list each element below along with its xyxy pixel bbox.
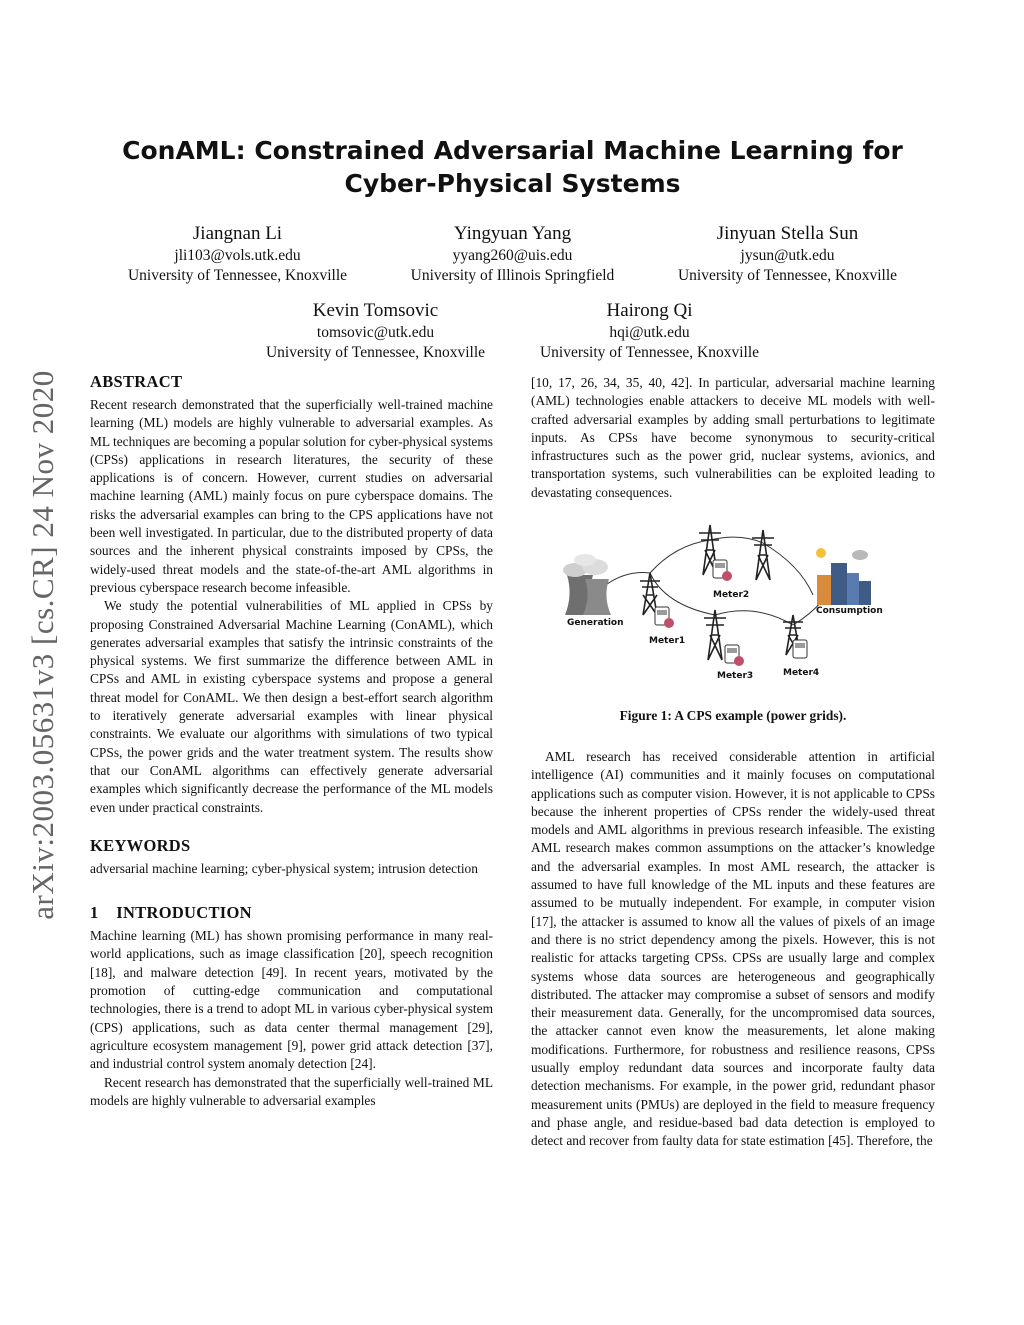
abstract-paragraph: We study the potential vulnerabilities of ML applied in CPSs by proposing Constrained Adversarial Machine Learning (ConAML), which generates adversarial examples that satisfy the intrinsic constraints of the physical systems. We first summarize the difference between AML in CPSs and AML in existing cyberspace systems and propose a general threat model for ConAML. We then design a best-effort search algorithm to iteratively generate adversarial examples with linear physical constraints. We evaluate our algorithms with simulations of two typical CPSs, the power grids and the water treatment system. The results show that our ConAML algorithms can effectively generate adversarial examples which significantly decrease the performance of the ML models even under practical constraints. [90,598,493,815]
meter-icon [655,607,674,628]
author-email: jli103@vols.utk.edu [174,247,301,264]
left-column [90,372,493,1110]
power-line [715,611,793,625]
abstract-heading: ABSTRACT [90,372,183,391]
author-name: Jinyuan Stella Sun [716,223,859,244]
arxiv-identifier: arXiv:2003.05631v3 [cs.CR] 24 Nov 2020 [25,370,60,920]
label-meter3: Meter3 [717,671,754,681]
author-email: jysun@utk.edu [740,247,835,264]
author-name: Kevin Tomsovic [312,300,439,321]
meter-icon [793,640,807,658]
transmission-tower-icon [704,610,726,660]
author-affiliation: University of Tennessee, Knoxville [265,344,486,361]
author-affiliation: University of Tennessee, Knoxville [677,267,898,284]
arxiv-sidebar [18,345,68,945]
paper-title: ConAML: Constrained Adversarial Machine Learning for Cyber-Physical Systems [122,136,903,198]
power-plant-icon [563,554,611,615]
right-column-continued [531,748,935,1151]
author-affiliation: University of Illinois Springfield [410,267,615,284]
introduction-paragraph: Recent research has demonstrated that the superficially well-trained ML models are highly vulnerable to adversarial examples [90,1074,493,1108]
author-affiliation: University of Tennessee, Knoxville [127,267,348,284]
power-line [603,573,650,587]
body-paragraph: AML research has received considerable attention in artificial intelligence (AI) communities and it mainly focuses on computational applications such as computer vision. However, it is not applicable to CPSs because the inherent properties of CPSs render the widely-used threat models and AML algorithms in previous research infeasible. The existing AML research makes common assumptions on the attacker’s knowledge and the adversarial examples. In most AML research, the attacker is assumed to have full knowledge of the ML inputs and these features are assumed to be mutually independent. For example, in computer vision [17], the attacker is assumed to know all the values of pixels of an image and there is no strict dependency among the pixels. However, this is not realistic for attacks targeting CPSs. CPSs are usually large and complex systems whose data sources are heterogeneous and geographically distributed. The attacker may compromise a subset of sensors and modify their measurement data. Generally, for the uncompromised data sources, the attacker cannot even know the measurements, let alone making modifications. Furthermore, for robustness and resilience reasons, CPSs usually employ redundant data sources and incorporate faulty data detection mechanisms. For example, in the power grid, redundant phasor measurement units (PMUs) are deployed in the field to measure frequency and phase angle, and residue-based bad data detection is employed to detect and recover from faulty data for state estimation [45]. Therefore, the [531,749,935,1149]
label-meter4: Meter4 [783,668,820,678]
author-block [248,299,503,363]
introduction-paragraph: Machine learning (ML) has shown promising performance in many real-world applications, such as image classification [20], speech recognition [18], and malware detection [49]. In recent years, motivated by the promotion of cutting-edge communication and computational technologies, there is a trend to adopt ML in various cyber-physical system (CPS) applications, such as data center thermal management [29], agriculture ecosystem management [9], power grid attack detection [37], and industrial control system anomaly detection [24]. [90,928,493,1072]
power-line [763,543,813,595]
figure-caption: Figure 1: A CPS example (power grids). [619,708,847,723]
author-affiliation: University of Tennessee, Knoxville [539,344,760,361]
label-generation: Generation [567,618,624,628]
keywords-heading: KEYWORDS [90,835,191,855]
city-buildings-icon [816,548,871,605]
author-name: Yingyuan Yang [453,223,572,244]
figure-power-grid [555,515,885,690]
author-email: hqi@utk.edu [609,324,690,341]
author-block [390,222,635,286]
label-meter2: Meter2 [713,590,750,600]
power-grid-illustration [555,515,885,690]
author-name: Jiangnan Li [192,223,283,244]
keywords-text: adversarial machine learning; cyber-physical system; intrusion detection [90,860,478,876]
author-email: tomsovic@utk.edu [316,324,435,341]
abstract-paragraph: Recent research demonstrated that the superficially well-trained machine learning (ML) models are highly vulnerable to adversarial examples. As ML techniques are becoming a popular solution for cyber-physical systems (CPSs) applications in research literatures, the security of these applications is of concern. However, current studies on adversarial machine learning (AML) mainly focus on pure cyberspace domains. The risks the adversarial examples can bring to the CPS applications have not been well investigated. In particular, due to the distributed property of data sources and the inherent physical constraints imposed by CPSs, the widely-used threat models and the state-of-the-art AML algorithms in previous cyberspace research become infeasible. [90,397,493,595]
right-column [531,374,935,502]
author-name: Hairong Qi [606,300,693,321]
transmission-tower-icon [752,530,774,580]
meter-icon [725,645,744,666]
label-meter1: Meter1 [649,636,686,646]
label-consumption: Consumption [816,606,883,616]
introduction-heading: 1 INTRODUCTION [90,903,252,923]
author-block [660,222,915,286]
body-paragraph: [10, 17, 26, 34, 35, 40, 42]. In particular, adversarial machine learning (AML) technologies enable attackers to deceive ML models with well-crafted adversarial examples by adding small perturbations to legitimate inputs. As CPSs have become synonymous to security-critical infrastructures such as the power grid, nuclear systems, avionics, and transportation systems, such vulnerabilities can be exploited leading to devastating consequences. [531,375,935,500]
author-block [522,299,777,363]
author-block [110,222,365,286]
meter-icon [713,560,732,581]
author-email: yyang260@uis.edu [452,247,573,264]
power-line [650,540,710,573]
